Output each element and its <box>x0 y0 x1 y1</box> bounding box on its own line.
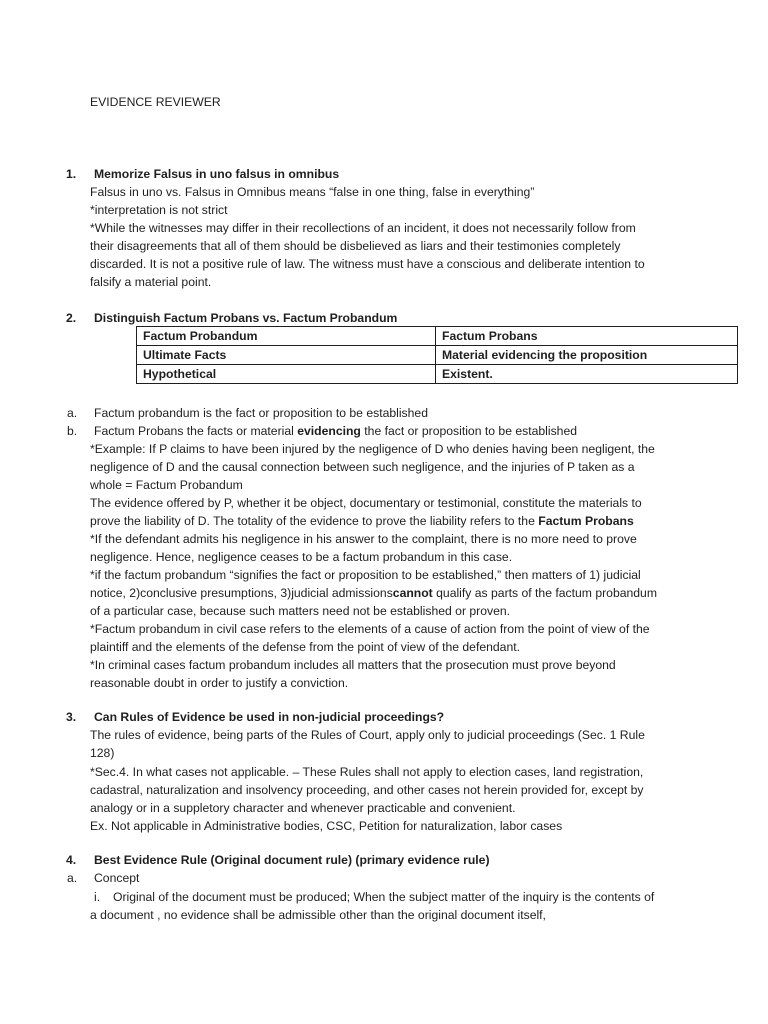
item-a-text: Concept <box>94 871 140 885</box>
section-1-line: *While the witnesses may differ in their recollections of an incident, it does not necessarily follow from <box>90 221 636 235</box>
section-2-line: The evidence offered by P, whether it be object, documentary or testimonial, constitute the materials to <box>90 496 642 510</box>
section-4-number: 4. <box>66 853 77 867</box>
table-row <box>137 365 738 384</box>
item-b-marker: b. <box>67 424 78 438</box>
section-2-line <box>90 512 634 530</box>
cannot-bold: cannot <box>392 586 433 600</box>
cannot-text-end: qualify as parts of the factum probandum <box>432 586 657 600</box>
section-3-line: *Sec.4. In what cases not applicable. – These Rules shall not apply to election cases, land registration, <box>90 765 644 779</box>
document-title: EVIDENCE REVIEWER <box>90 95 221 109</box>
cannot-text-start: notice, 2)conclusive presumptions, 3)judicial admissions <box>90 586 393 600</box>
section-1-heading: Memorize Falsus in uno falsus in omnibus <box>94 167 340 181</box>
section-1-line: *interpretation is not strict <box>90 203 228 217</box>
table-cell: Factum Probandum <box>137 327 436 346</box>
section-3-number: 3. <box>66 710 77 724</box>
section-4-heading: Best Evidence Rule (Original document rule) (primary evidence rule) <box>94 853 490 867</box>
section-2-number: 2. <box>66 311 77 325</box>
section-2-line: reasonable doubt in order to justify a conviction. <box>90 676 349 690</box>
section-2-heading: Distinguish Factum Probans vs. Factum Probandum <box>94 311 398 325</box>
section-2-line: plaintiff and the elements of the defense from the point of view of the defendant. <box>90 640 521 654</box>
table-cell: Existent. <box>436 365 738 384</box>
section-3-line: Ex. Not applicable in Administrative bodies, CSC, Petition for naturalization, labor cases <box>90 819 563 833</box>
table-cell: Hypothetical <box>137 365 436 384</box>
section-3-line: The rules of evidence, being parts of the Rules of Court, apply only to judicial proceedings (Sec. 1 Rule <box>90 728 645 742</box>
item-b-bold: evidencing <box>297 424 361 438</box>
item-a-text: Factum probandum is the fact or proposition to be established <box>94 406 428 420</box>
section-1-line: their disagreements that all of them should be disbelieved as liars and their testimonies completely <box>90 239 621 253</box>
section-2-line: of a particular case, because such matters need not be established or proven. <box>90 604 511 618</box>
table-cell: Ultimate Facts <box>137 346 436 365</box>
section-2-line: *Factum probandum in civil case refers to the elements of a cause of action from the point of view of the <box>90 622 650 636</box>
section-1-number: 1. <box>66 167 77 181</box>
section-1-line: discarded. It is not a positive rule of law. The witness must have a conscious and deliberate intention to <box>90 257 645 271</box>
item-a-marker: a. <box>67 406 78 420</box>
section-3-heading: Can Rules of Evidence be used in non-judicial proceedings? <box>94 710 445 724</box>
section-2-line: *if the factum probandum “signifies the fact or proposition to be established,” then matters of 1) judicial <box>90 568 641 582</box>
section-1-line: falsify a material point. <box>90 275 212 289</box>
table-cell: Factum Probans <box>436 327 738 346</box>
factum-comparison-table <box>136 326 738 384</box>
item-i-continuation: a document , no evidence shall be admissible other than the original document itself, <box>90 908 546 922</box>
table-row <box>137 346 738 365</box>
item-i-text: Original of the document must be produced; When the subject matter of the inquiry is the contents of <box>113 890 655 904</box>
section-2-line: *If the defendant admits his negligence in his answer to the complaint, there is no more need to prove <box>90 532 637 546</box>
factum-probans-text: prove the liability of D. The totality of the evidence to prove the liability refers to the <box>90 514 539 528</box>
section-2-line: negligence of D and the causal connection between such negligence, and the injuries of P taken as a <box>90 460 635 474</box>
item-i-marker: i. <box>94 890 101 904</box>
section-2-line: negligence. Hence, negligence ceases to be a factum probandum in this case. <box>90 550 513 564</box>
item-b-text-start: Factum Probans the facts or material <box>94 424 298 438</box>
section-2-line <box>90 584 657 602</box>
item-b-text-end: the fact or proposition to be established <box>360 424 578 438</box>
table-cell: Material evidencing the proposition <box>436 346 738 365</box>
item-a-marker: a. <box>67 871 78 885</box>
section-3-line: 128) <box>90 746 115 760</box>
item-b-text <box>94 422 577 440</box>
section-3-line: analogy or in a suppletory character and whenever practicable and convenient. <box>90 801 516 815</box>
section-1-line: Falsus in uno vs. Falsus in Omnibus means “false in one thing, false in everything” <box>90 185 535 199</box>
table-row <box>137 327 738 346</box>
section-2-line: *Example: If P claims to have been injured by the negligence of D who denies having been negligent, the <box>90 442 655 456</box>
section-2-line: whole = Factum Probandum <box>90 478 243 492</box>
section-2-line: *In criminal cases factum probandum includes all matters that the prosecution must prove beyond <box>90 658 616 672</box>
factum-probans-bold: Factum Probans <box>538 514 634 528</box>
section-3-line: cadastral, naturalization and insolvency proceeding, and other cases not herein provided for, except by <box>90 783 644 797</box>
